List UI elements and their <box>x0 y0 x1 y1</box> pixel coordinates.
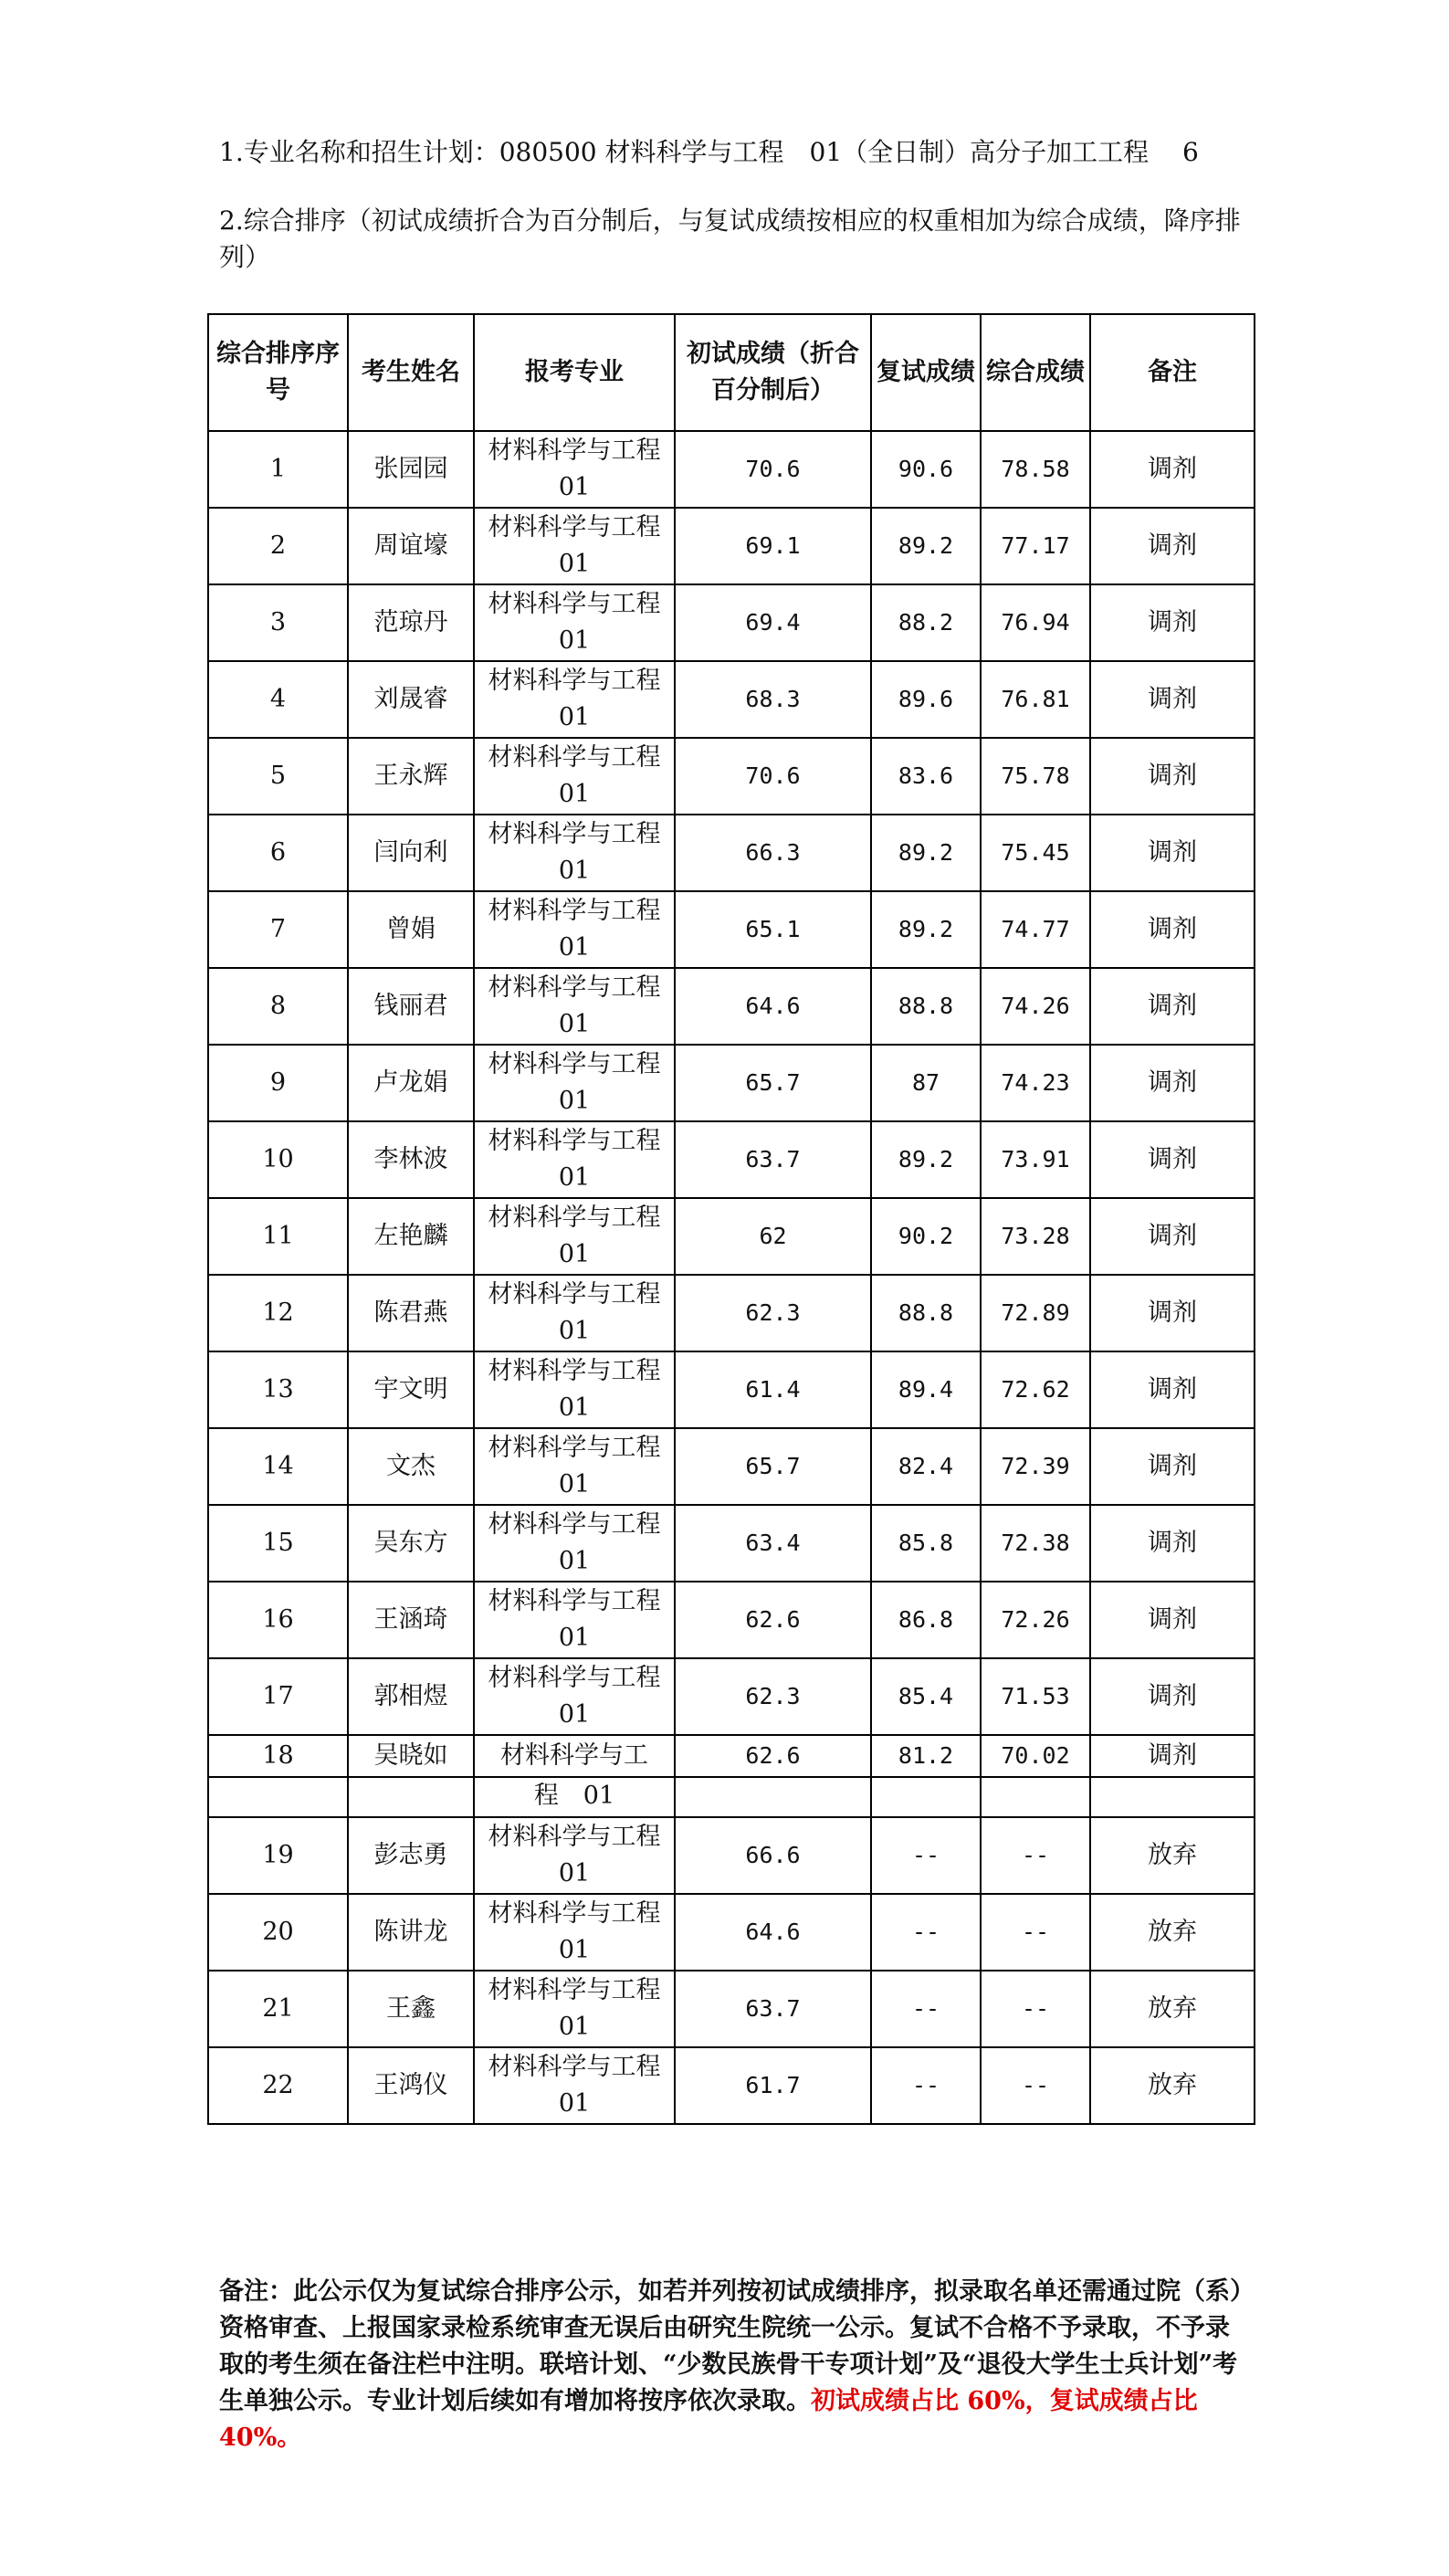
cell-initial-score: 65.7 <box>675 1045 871 1121</box>
cell-rank: 12 <box>208 1275 348 1351</box>
cell-remark: 调剂 <box>1090 1428 1255 1505</box>
footnote <box>219 2274 1246 2456</box>
cell-retest-score: 89.2 <box>871 891 981 968</box>
cell-rank: 8 <box>208 968 348 1045</box>
cell-name: 王鸿仪 <box>348 2047 474 2124</box>
cell-total-score: 78.58 <box>981 431 1090 508</box>
table-row <box>208 508 1255 584</box>
cell-major: 材料科学与工程 01 <box>474 508 675 584</box>
cell-major-continuation: 程 01 <box>474 1777 675 1817</box>
cell-major: 材料科学与工程 01 <box>474 1894 675 1971</box>
cell-rank: 3 <box>208 584 348 661</box>
cell-total-score: 74.23 <box>981 1045 1090 1121</box>
table-row-continuation <box>208 1777 1255 1817</box>
table-row <box>208 891 1255 968</box>
cell-name: 宇文明 <box>348 1351 474 1428</box>
cell-rank: 15 <box>208 1505 348 1582</box>
cell-remark: 调剂 <box>1090 1582 1255 1658</box>
cell-major: 材料科学与工程 01 <box>474 1971 675 2047</box>
cell-total-score: 74.26 <box>981 968 1090 1045</box>
table-header-row <box>208 314 1255 431</box>
cell-major: 材料科学与工程 01 <box>474 738 675 815</box>
cell-major: 材料科学与工程 01 <box>474 1582 675 1658</box>
header-remark: 备注 <box>1090 314 1255 431</box>
cell-remark: 调剂 <box>1090 431 1255 508</box>
cell-major: 材料科学与工程 01 <box>474 1658 675 1735</box>
cell-rank: 13 <box>208 1351 348 1428</box>
cell-retest-score: -- <box>871 1971 981 2047</box>
cell-name: 闫向利 <box>348 815 474 891</box>
cell-name: 卢龙娟 <box>348 1045 474 1121</box>
cell-retest-score: 89.2 <box>871 815 981 891</box>
cell-remark: 调剂 <box>1090 891 1255 968</box>
cell-retest-score: 89.2 <box>871 1121 981 1198</box>
cell-initial-score: 62.6 <box>675 1582 871 1658</box>
cell-remark: 调剂 <box>1090 1275 1255 1351</box>
cell-name: 吴晓如 <box>348 1735 474 1777</box>
table-row <box>208 1275 1255 1351</box>
cell-major: 材料科学与工程 01 <box>474 891 675 968</box>
cell-initial-score: 63.7 <box>675 1121 871 1198</box>
cell-major: 材料科学与工程 01 <box>474 1505 675 1582</box>
table-row <box>208 1894 1255 1971</box>
cell-major: 材料科学与工程 01 <box>474 1817 675 1894</box>
cell-major: 材料科学与工程 01 <box>474 1045 675 1121</box>
table-row <box>208 1582 1255 1658</box>
cell-retest-score: 83.6 <box>871 738 981 815</box>
cell-rank: 6 <box>208 815 348 891</box>
cell-name: 曾娟 <box>348 891 474 968</box>
cell-retest-score: -- <box>871 1817 981 1894</box>
cell-remark: 调剂 <box>1090 1121 1255 1198</box>
table-row <box>208 2047 1255 2124</box>
cell-name: 范琼丹 <box>348 584 474 661</box>
cell-retest-score: 88.8 <box>871 1275 981 1351</box>
cell-retest-score: 90.6 <box>871 431 981 508</box>
cell-total-score: 72.89 <box>981 1275 1090 1351</box>
table-row <box>208 1817 1255 1894</box>
table-row <box>208 968 1255 1045</box>
cell-rank: 5 <box>208 738 348 815</box>
cell-remark: 调剂 <box>1090 1045 1255 1121</box>
cell-retest-score: 85.4 <box>871 1658 981 1735</box>
cell-total-score: 75.78 <box>981 738 1090 815</box>
cell-total-score: -- <box>981 1817 1090 1894</box>
table-row <box>208 584 1255 661</box>
cell-rank: 11 <box>208 1198 348 1275</box>
cell-retest-score: -- <box>871 1894 981 1971</box>
header-total-score: 综合成绩 <box>981 314 1090 431</box>
cell-empty <box>208 1777 348 1817</box>
table-row <box>208 738 1255 815</box>
cell-remark: 放弃 <box>1090 1817 1255 1894</box>
cell-major: 材料科学与工 <box>474 1735 675 1777</box>
cell-rank: 22 <box>208 2047 348 2124</box>
cell-remark: 调剂 <box>1090 1505 1255 1582</box>
cell-initial-score: 62.3 <box>675 1658 871 1735</box>
cell-major: 材料科学与工程 01 <box>474 1428 675 1505</box>
cell-name: 彭志勇 <box>348 1817 474 1894</box>
cell-retest-score: 88.2 <box>871 584 981 661</box>
cell-major: 材料科学与工程 01 <box>474 815 675 891</box>
cell-initial-score: 62.3 <box>675 1275 871 1351</box>
cell-total-score: 72.38 <box>981 1505 1090 1582</box>
table-row <box>208 1971 1255 2047</box>
cell-major: 材料科学与工程 01 <box>474 431 675 508</box>
cell-retest-score: -- <box>871 2047 981 2124</box>
cell-initial-score: 65.1 <box>675 891 871 968</box>
cell-rank: 14 <box>208 1428 348 1505</box>
cell-name: 周谊壕 <box>348 508 474 584</box>
cell-initial-score: 62.6 <box>675 1735 871 1777</box>
cell-remark: 调剂 <box>1090 815 1255 891</box>
cell-retest-score: 90.2 <box>871 1198 981 1275</box>
cell-total-score: -- <box>981 1894 1090 1971</box>
cell-name: 左艳麟 <box>348 1198 474 1275</box>
cell-major: 材料科学与工程 01 <box>474 661 675 738</box>
cell-rank: 1 <box>208 431 348 508</box>
cell-initial-score: 64.6 <box>675 968 871 1045</box>
cell-total-score: 72.26 <box>981 1582 1090 1658</box>
table-row <box>208 1505 1255 1582</box>
cell-remark: 调剂 <box>1090 508 1255 584</box>
table-row <box>208 1198 1255 1275</box>
cell-major: 材料科学与工程 01 <box>474 584 675 661</box>
cell-rank: 2 <box>208 508 348 584</box>
cell-remark: 调剂 <box>1090 968 1255 1045</box>
cell-rank: 20 <box>208 1894 348 1971</box>
header-name: 考生姓名 <box>348 314 474 431</box>
cell-initial-score: 66.6 <box>675 1817 871 1894</box>
cell-rank: 7 <box>208 891 348 968</box>
cell-rank: 10 <box>208 1121 348 1198</box>
table-row <box>208 1121 1255 1198</box>
cell-retest-score: 89.6 <box>871 661 981 738</box>
cell-major: 材料科学与工程 01 <box>474 2047 675 2124</box>
header-initial-score: 初试成绩（折合百分制后） <box>675 314 871 431</box>
cell-initial-score: 65.7 <box>675 1428 871 1505</box>
cell-major: 材料科学与工程 01 <box>474 968 675 1045</box>
cell-initial-score: 61.4 <box>675 1351 871 1428</box>
table-row <box>208 1351 1255 1428</box>
table-row <box>208 1045 1255 1121</box>
table-row <box>208 815 1255 891</box>
cell-name: 吴东方 <box>348 1505 474 1582</box>
cell-name: 王永辉 <box>348 738 474 815</box>
cell-retest-score: 85.8 <box>871 1505 981 1582</box>
cell-initial-score: 64.6 <box>675 1894 871 1971</box>
cell-total-score: 76.94 <box>981 584 1090 661</box>
cell-initial-score: 69.4 <box>675 584 871 661</box>
cell-remark: 放弃 <box>1090 1894 1255 1971</box>
cell-retest-score: 89.2 <box>871 508 981 584</box>
cell-total-score: 70.02 <box>981 1735 1090 1777</box>
cell-rank: 4 <box>208 661 348 738</box>
cell-name: 郭相煜 <box>348 1658 474 1735</box>
cell-retest-score: 82.4 <box>871 1428 981 1505</box>
cell-empty <box>981 1777 1090 1817</box>
ranking-table <box>207 313 1255 2125</box>
cell-total-score: 73.91 <box>981 1121 1090 1198</box>
cell-remark: 调剂 <box>1090 584 1255 661</box>
cell-initial-score: 68.3 <box>675 661 871 738</box>
cell-name: 李林波 <box>348 1121 474 1198</box>
cell-total-score: 71.53 <box>981 1658 1090 1735</box>
cell-empty <box>675 1777 871 1817</box>
table-row <box>208 1658 1255 1735</box>
cell-total-score: 74.77 <box>981 891 1090 968</box>
sort-description: 2.综合排序（初试成绩折合为百分制后，与复试成绩按相应的权重相加为综合成绩，降序排列） <box>219 205 1241 272</box>
cell-initial-score: 63.4 <box>675 1505 871 1582</box>
cell-rank: 21 <box>208 1971 348 2047</box>
cell-retest-score: 87 <box>871 1045 981 1121</box>
cell-remark: 调剂 <box>1090 1735 1255 1777</box>
header-retest-score: 复试成绩 <box>871 314 981 431</box>
cell-name: 刘晟睿 <box>348 661 474 738</box>
cell-initial-score: 66.3 <box>675 815 871 891</box>
cell-initial-score: 63.7 <box>675 1971 871 2047</box>
cell-retest-score: 81.2 <box>871 1735 981 1777</box>
cell-rank: 17 <box>208 1658 348 1735</box>
cell-empty <box>871 1777 981 1817</box>
cell-empty <box>348 1777 474 1817</box>
footnote-text: 备注：此公示仅为复试综合排序公示，如若并列按初试成绩排序，拟录取名单还需通过院（系）资格审查、上报国家录检系统审查无误后由研究生院统一公示。复试不合格不予录取，不予录取的考生须在备注栏中注明。联培计划、“少数民族骨干专项计划”及“退役大学生士兵计划”考生单独公示。专业计划后续如有增加将按序依次录取。 <box>219 2277 1243 2415</box>
cell-total-score: 76.81 <box>981 661 1090 738</box>
cell-total-score: -- <box>981 2047 1090 2124</box>
footnote-weight-highlight: 初试成绩占比 60%，复试成绩占比 40%。 <box>219 2387 1198 2452</box>
table-row <box>208 431 1255 508</box>
cell-rank: 19 <box>208 1817 348 1894</box>
cell-remark: 调剂 <box>1090 738 1255 815</box>
cell-name: 陈君燕 <box>348 1275 474 1351</box>
cell-total-score: 72.39 <box>981 1428 1090 1505</box>
cell-major: 材料科学与工程 01 <box>474 1198 675 1275</box>
cell-retest-score: 86.8 <box>871 1582 981 1658</box>
cell-rank: 16 <box>208 1582 348 1658</box>
cell-retest-score: 88.8 <box>871 968 981 1045</box>
cell-name: 文杰 <box>348 1428 474 1505</box>
cell-total-score: 75.45 <box>981 815 1090 891</box>
plan-line: 1.专业名称和招生计划：080500 材料科学与工程 01（全日制）高分子加工工程 6 <box>219 137 1199 167</box>
cell-name: 陈讲龙 <box>348 1894 474 1971</box>
cell-retest-score: 89.4 <box>871 1351 981 1428</box>
cell-initial-score: 62 <box>675 1198 871 1275</box>
cell-initial-score: 69.1 <box>675 508 871 584</box>
header-rank: 综合排序序号 <box>208 314 348 431</box>
cell-remark: 放弃 <box>1090 1971 1255 2047</box>
cell-major: 材料科学与工程 01 <box>474 1275 675 1351</box>
cell-total-score: 72.62 <box>981 1351 1090 1428</box>
cell-name: 钱丽君 <box>348 968 474 1045</box>
cell-name: 王涵琦 <box>348 1582 474 1658</box>
cell-major: 材料科学与工程 01 <box>474 1351 675 1428</box>
table-row <box>208 661 1255 738</box>
cell-initial-score: 61.7 <box>675 2047 871 2124</box>
cell-remark: 放弃 <box>1090 2047 1255 2124</box>
cell-name: 王鑫 <box>348 1971 474 2047</box>
cell-total-score: 73.28 <box>981 1198 1090 1275</box>
table-row <box>208 1735 1255 1777</box>
cell-name: 张园园 <box>348 431 474 508</box>
cell-total-score: -- <box>981 1971 1090 2047</box>
cell-rank: 9 <box>208 1045 348 1121</box>
cell-remark: 调剂 <box>1090 1658 1255 1735</box>
cell-remark: 调剂 <box>1090 1198 1255 1275</box>
cell-rank: 18 <box>208 1735 348 1777</box>
cell-remark: 调剂 <box>1090 1351 1255 1428</box>
cell-initial-score: 70.6 <box>675 431 871 508</box>
cell-major: 材料科学与工程 01 <box>474 1121 675 1198</box>
cell-empty <box>1090 1777 1255 1817</box>
cell-initial-score: 70.6 <box>675 738 871 815</box>
table-row <box>208 1428 1255 1505</box>
cell-total-score: 77.17 <box>981 508 1090 584</box>
header-major: 报考专业 <box>474 314 675 431</box>
cell-remark: 调剂 <box>1090 661 1255 738</box>
